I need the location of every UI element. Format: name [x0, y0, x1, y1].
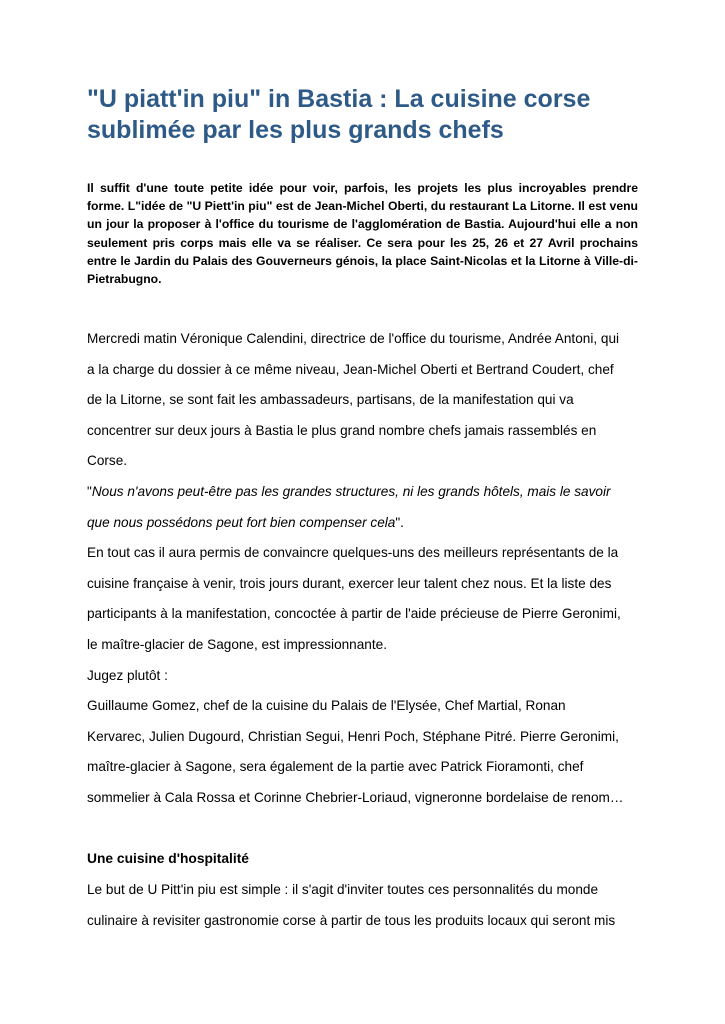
body-line: Le but de U Pitt'in piu est simple : il s'agit d'inviter toutes ces personnalités du monde — [87, 882, 599, 897]
body-line: Corse. — [87, 453, 128, 469]
body-line: maître-glacier à Sagone, sera également de la partie avec Patrick Fioramonti, chef — [87, 759, 584, 775]
quote-close-mark: ". — [395, 514, 404, 530]
quote-line — [87, 477, 647, 508]
article-body-section-2 — [87, 875, 647, 936]
body-line: participants à la manifestation, concoctée à partir de l'aide précieuse de Pierre Geronimi, — [87, 606, 621, 622]
quote-line — [87, 508, 647, 539]
body-line: a la charge du dossier à ce même niveau, Jean-Michel Oberti et Bertrand Coudert, chef — [87, 361, 614, 377]
body-line: le maître-glacier de Sagone, est impressionnante. — [87, 636, 387, 652]
quote-open-mark: " — [87, 483, 92, 499]
title-line: sublimée par les plus grands chefs — [87, 116, 504, 144]
article-lead-paragraph: Il suffit d'une toute petite idée pour voir, parfois, les projets les plus incroyables prendre forme. L"idée de "U Piett'in piu" est de Jean-Michel Oberti, du restaurant La Litorne. Il est venu un jour la proposer à l'office du tourisme de l'agglomération de Bastia. Aujourd'hui elle a non seulement pris corps mais elle va se réaliser. Ce sera pour les 25, 26 et 27 Avril prochains entre le Jardin du Palais des Gouverneurs génois, la place Saint-Nicolas et la Litorne à Ville-di-Pietrabugno. — [87, 181, 638, 287]
body-line: de la Litorne, se sont fait les ambassadeurs, partisans, de la manifestation qui va — [87, 392, 574, 408]
body-line: concentrer sur deux jours à Bastia le plus grand nombre chefs jamais rassemblés en — [87, 422, 597, 438]
section-heading: Une cuisine d'hospitalité — [87, 851, 249, 866]
quote-text: que nous possédons peut fort bien compenser cela — [87, 514, 396, 530]
body-line: sommelier à Cala Rossa et Corinne Chebrier-Loriaud, vigneronne bordelaise de renom… — [87, 789, 624, 805]
body-line: Kervarec, Julien Dugourd, Christian Segui, Henri Poch, Stéphane Pitré. Pierre Geronimi, — [87, 728, 619, 744]
body-line: Jugez plutôt : — [87, 667, 168, 683]
body-line: Guillaume Gomez, chef de la cuisine du Palais de l'Elysée, Chef Martial, Ronan — [87, 698, 566, 714]
body-line: Mercredi matin Véronique Calendini, directrice de l'office du tourisme, Andrée Antoni, qui — [87, 331, 620, 346]
body-line: cuisine française à venir, trois jours durant, exercer leur talent chez nous. Et la liste des — [87, 575, 612, 591]
article-title — [87, 84, 647, 146]
title-line: "U piatt'in piu" in Bastia : La cuisine corse — [87, 85, 591, 113]
body-line: En tout cas il aura permis de convaincre quelques-uns des meilleurs représentants de la — [87, 545, 619, 561]
article-body — [87, 324, 647, 814]
body-line: culinaire à revisiter gastronomie corse à partir de tous les produits locaux qui seront mis — [87, 912, 616, 928]
quote-text: Nous n'avons peut-être pas les grandes structures, ni les grands hôtels, mais le savoir — [91, 483, 611, 499]
